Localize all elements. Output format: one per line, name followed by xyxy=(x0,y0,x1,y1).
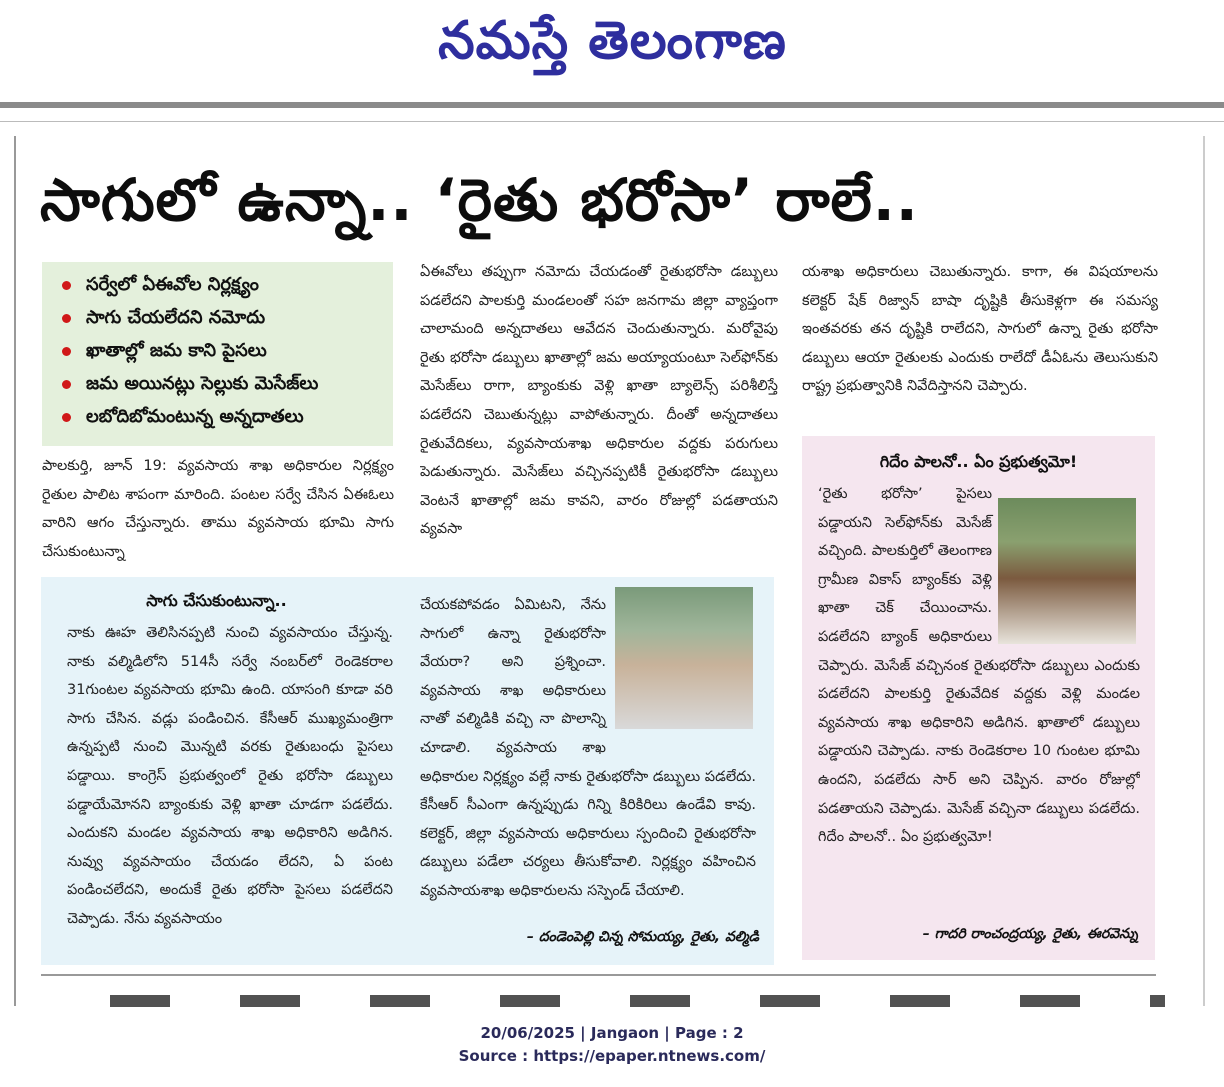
quote-box-text-right: చేయకపోవడం ఏమిటని, నేను సాగులో ఉన్నా రైతుభరోసా వేయరా? అని ప్రశ్నించా. వ్యవసాయ శాఖ అధికారులు నాతో వల్మిడికి వచ్చి నా పొలాన్ని చూడాలి. వ్యవసాయ శాఖ అధికారుల నిర్లక్ష్యం వల్లే నాకు రైతుభరోసా డబ్బులు పడలేదు. కేసీఆర్ సీఎంగా ఉన్నప్పుడు గిన్ని కిరికిరిలు ఉండేవి కావు. కలెక్టర్, జిల్లా వ్యవసాయ అధికారులు స్పందించి రైతుభరోసా డబ్బులు పడేలా చర్యలు తీసుకోవాలి. నిర్లక్ష్యం వహించిన వ్యవసాయశాఖ అధికారులను సస్పెండ్ చేయాలి. xyxy=(420,597,756,899)
quote-box-heading: గిదేం పాలనో.. ఏం ప్రభుత్వమో! xyxy=(879,452,1078,471)
bullet-dot-icon xyxy=(62,413,71,422)
highlight-item: సర్వేలో ఏఈవోల నిర్లక్ష్యం xyxy=(60,268,393,301)
source-link[interactable]: Source : https://epaper.ntnews.com/ xyxy=(458,1047,766,1065)
newspaper-logo: నమస్తే తెలంగాణ xyxy=(438,11,787,71)
section-divider xyxy=(41,974,1156,976)
quote-box-text-left: నాకు ఊహ తెలిసినప్పటి నుంచి వ్యవసాయం చేస్తున్న. నాకు వల్మిడిలోని 514సీ సర్వే నంబర్‌లో రెండెకరాల 31గుంటల వ్యవసాయ భూమి ఉంది. యాసంగి కూడా వరి సాగు చేసిన. వడ్లు పండించిన. కేసీఆర్ ముఖ్యమంత్రిగా ఉన్నప్పటి నుంచి మొన్నటి వరకు రైతుబంధు పైసలు పడ్డాయి. కాంగ్రెస్ ప్రభుత్వంలో రైతు భరోసా డబ్బులు పడ్డాయేమోనని బ్యాంకుకు వెళ్లి ఖాతా చూడగా పడలేదు. ఎందుకని మండల వ్యవసాయ శాఖ అధికారిని అడిగిన. నువ్వు వ్యవసాయం చేయడం లేదని, ఏ పంట పండించలేదని, అందుకే రైతు భరోసా పైసలు పడలేదని చెప్పాడు. నేను వ్యవసాయం xyxy=(67,625,393,927)
farmer-quote-box-1 xyxy=(41,577,774,965)
quote-box-text: ‘రైతు భరోసా’ పైసలు పడ్డాయని సెల్‌ఫోన్‌కు మెసేజ్ వచ్చింది. పాలకుర్తిలో తెలంగాణ గ్రామీణ వికాస్ బ్యాంక్‌కు వెళ్లి ఖాతా చెక్ చేయించాను. పడలేదని బ్యాంక్ అధికారులు చెప్పారు. మెసేజ్ వచ్చినంక రైతుభరోసా డబ్బులు ఎందుకు పడలేదని పాలకుర్తి రైతువేదిక వద్దకు వెళ్లి మండల వ్యవసాయ శాఖ అధికారిని అడిగిన. ఖాతాలో డబ్బులు పడ్డాయని చెప్పాడు. నాకు రెండెకరాల 10 గుంటల భూమి ఉందని, పడలేదు సార్ అని చెప్పిన. వారం రోజుల్లో పడతాయని చెప్పాడు. మెసేజ్ వచ్చినా డబ్బులు పడలేదు. గిదేం పాలనో.. ఏం ప్రభుత్వమో! xyxy=(818,486,1140,846)
masthead-rule xyxy=(0,102,1224,108)
bullet-dot-icon xyxy=(62,281,71,290)
article-column-1: పాలకుర్తి, జూన్ 19: వ్యవసాయ శాఖ అధికారుల నిర్లక్ష్యం రైతుల పాలిట శాపంగా మారింది. పంటల సర్వే చేసిన ఏఈఓలు వారిని ఆగం చేస్తున్నారు. తాము వ్యవసాయ భూమి సాగు చేసుకుంటున్నా xyxy=(42,458,394,560)
page-left-border xyxy=(14,136,16,1006)
highlight-item: లబోదిబోమంటున్న అన్నదాతలు xyxy=(60,400,393,433)
edition-info: 20/06/2025 | Jangaon | Page : 2 xyxy=(480,1024,744,1042)
farmer-quote-box-2 xyxy=(802,436,1155,960)
article-column-3: యశాఖ అధికారులు చెబుతున్నారు. కాగా, ఈ విషయాలను కలెక్టర్ షేక్ రిజ్వాన్ బాషా దృష్టికి తీసుకెళ్లగా ఈ సమస్య ఇంతవరకు తన దృష్టికి రాలేదని, సాగులో ఉన్నా రైతు భరోసా డబ్బులు ఆయా రైతులకు ఎందుకు రాలేదో డీఏఓను తెలుసుకుని రాష్ట్ర ప్రభుత్వానికి నివేదిస్తానని చెప్పారు. xyxy=(802,264,1158,395)
highlight-item: సాగు చేయలేదని నమోదు xyxy=(60,301,393,334)
masthead-thin-rule xyxy=(0,121,1224,122)
article-headline: సాగులో ఉన్నా.. ‘రైతు భరోసా’ రాలే.. xyxy=(40,166,919,234)
next-headline-cutoff xyxy=(110,995,1165,1007)
quote-box-heading: సాగు చేసుకుంటున్నా.. xyxy=(146,591,287,610)
bullet-dot-icon xyxy=(62,314,71,323)
article-column-2: ఏఈవోలు తప్పుగా నమోదు చేయడంతో రైతుభరోసా డబ్బులు పడలేదని పాలకుర్తి మండలంతో సహ జనగామ జిల్లా వ్యాప్తంగా చాలామంది అన్నదాతలు ఆవేదన చెందుతున్నారు. మరోవైపు రైతు భరోసా డబ్బులు ఖాతాల్లో జమ అయ్యాయంటూ సెల్‌ఫోన్‌కు మెసేజ్‌లు రాగా, బ్యాంకుకు వెళ్లి ఖాతా బ్యాలెన్స్ పరిశీలిస్తే పడలేదని చెబుతున్నట్లు వాపోతున్నారు. దీంతో అన్నదాతలు రైతువేదికలు, వ్యవసాయశాఖ అధికారుల వద్దకు పరుగులు పెడుతున్నారు. మెసేజ్‌లు వచ్చినప్పటికీ రైతుభరోసా డబ్బులు వెంటనే ఖాతాల్లో జమ కావని, వారం రోజుల్లో పడతాయని వ్యవసా xyxy=(420,264,778,538)
page-footer xyxy=(0,1022,1224,1068)
highlight-item: జమ అయినట్లు సెల్లుకు మెసేజ్‌లు xyxy=(60,367,393,400)
quote-attribution: – దండెంపెల్లి చిన్న సోమయ్య, రైతు, వల్మిడి xyxy=(526,929,759,945)
bullet-dot-icon xyxy=(62,347,71,356)
highlight-item: ఖాతాల్లో జమ కాని పైసలు xyxy=(60,334,393,367)
page-right-border xyxy=(1203,136,1205,1006)
masthead xyxy=(0,0,1224,100)
quote-attribution: – గాదరి రాంచంద్రయ్య, రైతు, ఈరవెన్ను xyxy=(922,926,1138,942)
bullet-dot-icon xyxy=(62,380,71,389)
highlights-box xyxy=(42,262,393,446)
